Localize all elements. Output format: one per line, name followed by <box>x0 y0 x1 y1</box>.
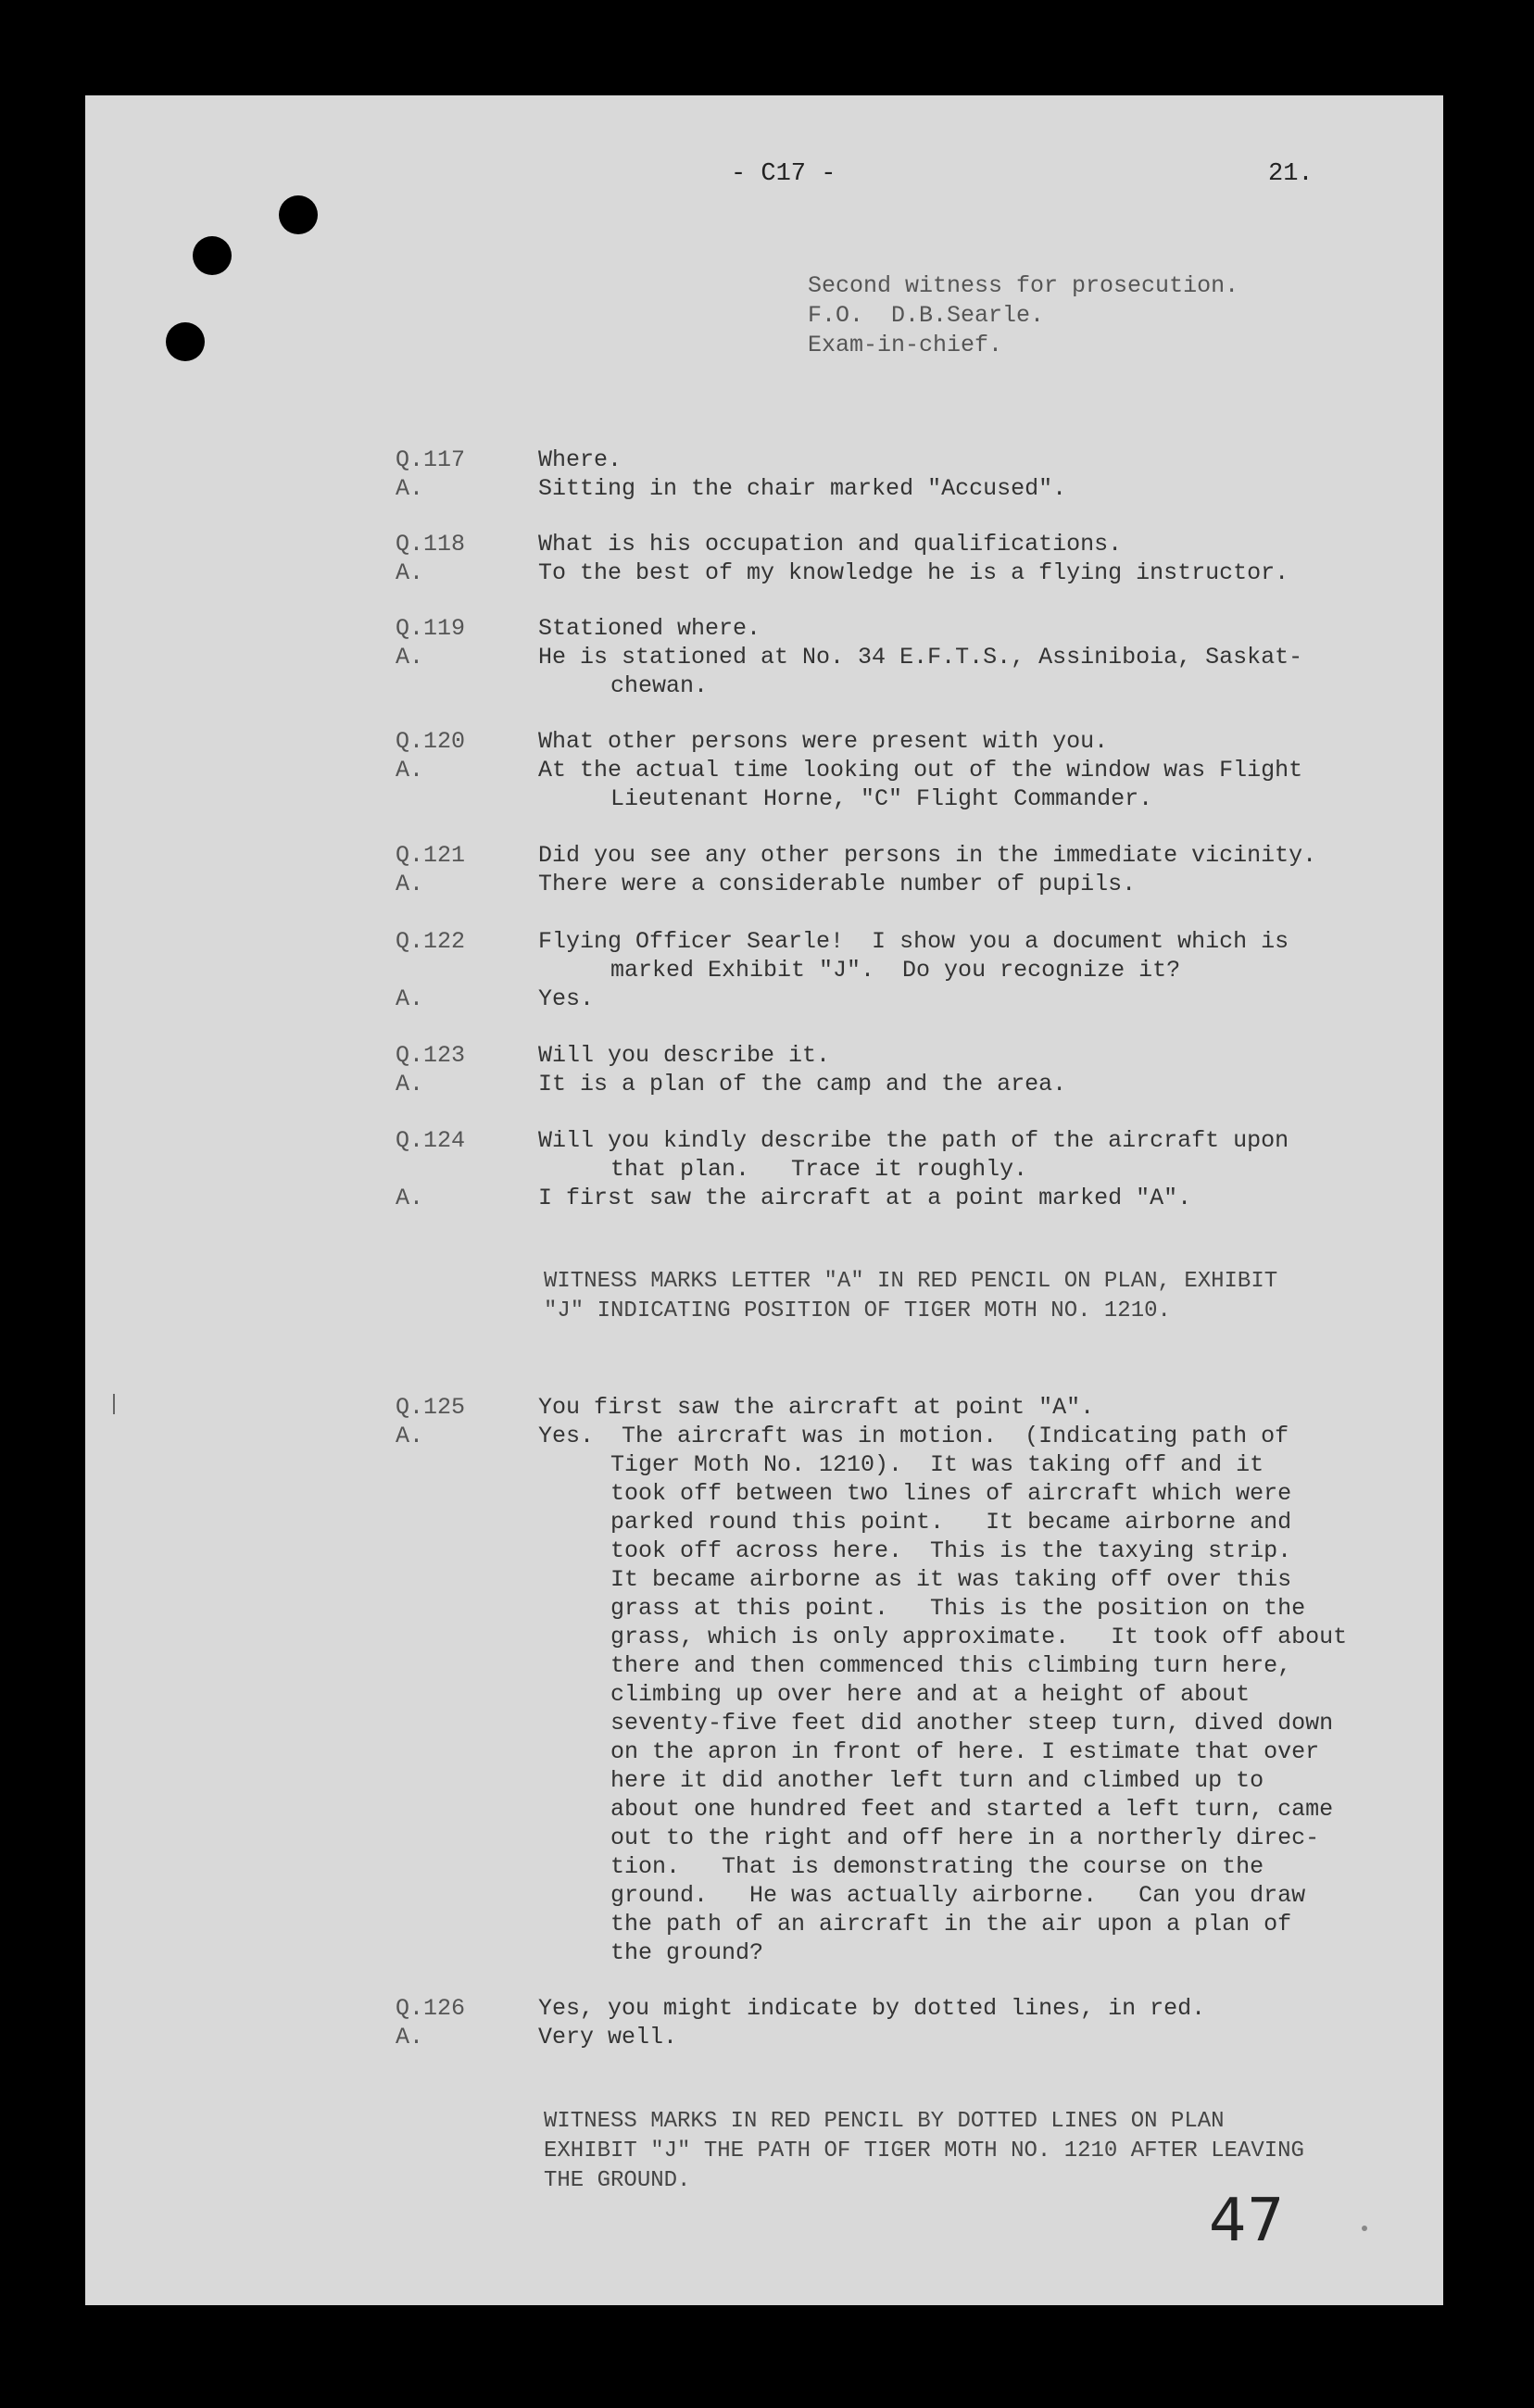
page-code: - C17 - <box>731 160 836 188</box>
qa-entry <box>396 727 1433 813</box>
answer-label: A. <box>396 757 424 784</box>
answer-text: tion. That is demonstrating the course on the <box>610 1853 1264 1880</box>
answer-text: Tiger Moth No. 1210). It was taking off and it <box>610 1451 1264 1478</box>
speck <box>1362 2226 1367 2231</box>
qa-entry <box>396 614 1433 700</box>
answer-label: A. <box>396 985 424 1012</box>
question-text: Stationed where. <box>538 615 761 642</box>
document-page <box>85 95 1443 2305</box>
question-number: Q.126 <box>396 1995 466 2022</box>
punch-hole-icon <box>166 322 205 361</box>
answer-text: took off between two lines of aircraft which were <box>610 1480 1292 1507</box>
answer-text: It is a plan of the camp and the area. <box>538 1071 1067 1097</box>
answer-label: A. <box>396 2024 424 2051</box>
answer-text: about one hundred feet and started a left turn, came <box>610 1796 1334 1823</box>
answer-text: parked round this point. It became airborne and <box>610 1509 1292 1536</box>
margin-mark <box>113 1394 115 1414</box>
answer-text: Yes. The aircraft was in motion. (Indicating path of <box>538 1423 1289 1449</box>
question-number: Q.124 <box>396 1127 466 1154</box>
note-line: THE GROUND. <box>544 2168 691 2193</box>
punch-hole-icon <box>279 195 318 234</box>
question-number: Q.123 <box>396 1042 466 1069</box>
answer-label: A. <box>396 871 424 897</box>
witness-line: Second witness for prosecution. <box>808 272 1239 299</box>
qa-entry <box>396 530 1433 587</box>
question-number: Q.122 <box>396 928 466 955</box>
answer-label: A. <box>396 1423 424 1449</box>
answer-label: A. <box>396 475 424 502</box>
handwritten-page-number: 47 <box>1209 2187 1285 2255</box>
question-number: Q.120 <box>396 728 466 755</box>
answer-label: A. <box>396 559 424 586</box>
answer-text: grass, which is only approximate. It took off about <box>610 1624 1348 1650</box>
note-line: WITNESS MARKS LETTER "A" IN RED PENCIL ON PLAN, EXHIBIT <box>544 1269 1278 1294</box>
question-text: Did you see any other persons in the immediate vicinity. <box>538 842 1317 869</box>
answer-text: took off across here. This is the taxying strip. <box>610 1537 1292 1564</box>
answer-text: Very well. <box>538 2024 678 2051</box>
question-text: that plan. Trace it roughly. <box>610 1156 1028 1183</box>
answer-text: there and then commenced this climbing turn here, <box>610 1652 1292 1679</box>
question-text: Where. <box>538 446 622 473</box>
qa-entry <box>396 445 1433 503</box>
qa-entry <box>396 1393 1433 1967</box>
qa-entry <box>396 1994 1433 2051</box>
note-line: WITNESS MARKS IN RED PENCIL BY DOTTED LINES ON PLAN <box>544 2109 1225 2134</box>
answer-label: A. <box>396 1071 424 1097</box>
answer-text: I first saw the aircraft at a point marked "A". <box>538 1185 1192 1211</box>
question-text: Yes, you might indicate by dotted lines, in red. <box>538 1995 1206 2022</box>
qa-entry <box>396 841 1433 898</box>
answer-text: Yes. <box>538 985 595 1012</box>
punch-hole-icon <box>193 236 232 275</box>
qa-entry <box>396 1126 1433 1212</box>
witness-marks-note <box>544 2107 1304 2196</box>
witness-line: F.O. D.B.Searle. <box>808 302 1045 329</box>
answer-text: ground. He was actually airborne. Can you draw <box>610 1882 1306 1909</box>
answer-text: He is stationed at No. 34 E.F.T.S., Assiniboia, Saskat- <box>538 644 1303 671</box>
answer-label: A. <box>396 1185 424 1211</box>
answer-text: the ground? <box>610 1939 764 1966</box>
answer-text: Sitting in the chair marked "Accused". <box>538 475 1067 502</box>
answer-text: climbing up over here and at a height of about <box>610 1681 1251 1708</box>
answer-text: Lieutenant Horne, "C" Flight Commander. <box>610 785 1153 812</box>
question-text: marked Exhibit "J". Do you recognize it? <box>610 957 1181 984</box>
witness-heading <box>808 271 1239 360</box>
question-number: Q.118 <box>396 531 466 558</box>
answer-label: A. <box>396 644 424 671</box>
answer-text: on the apron in front of here. I estimate that over <box>610 1738 1320 1765</box>
witness-marks-note <box>544 1267 1277 1326</box>
qa-entry <box>396 927 1433 1013</box>
answer-text: the path of an aircraft in the air upon a plan of <box>610 1911 1292 1938</box>
answer-text: here it did another left turn and climbed up to <box>610 1767 1264 1794</box>
question-number: Q.121 <box>396 842 466 869</box>
answer-text: seventy-five feet did another steep turn, dived down <box>610 1710 1334 1737</box>
question-text: You first saw the aircraft at point "A". <box>538 1394 1095 1421</box>
answer-text: It became airborne as it was taking off over this <box>610 1566 1292 1593</box>
question-text: What is his occupation and qualifications. <box>538 531 1123 558</box>
answer-text: To the best of my knowledge he is a flying instructor. <box>538 559 1289 586</box>
question-text: What other persons were present with you. <box>538 728 1109 755</box>
page-number: 21. <box>1268 160 1314 188</box>
question-number: Q.117 <box>396 446 466 473</box>
qa-entry <box>396 1041 1433 1098</box>
note-line: EXHIBIT "J" THE PATH OF TIGER MOTH NO. 1210 AFTER LEAVING <box>544 2138 1304 2163</box>
answer-text: There were a considerable number of pupils. <box>538 871 1137 897</box>
answer-text: chewan. <box>610 672 709 699</box>
question-number: Q.119 <box>396 615 466 642</box>
question-text: Flying Officer Searle! I show you a document which is <box>538 928 1289 955</box>
question-text: Will you describe it. <box>538 1042 831 1069</box>
answer-text: At the actual time looking out of the window was Flight <box>538 757 1303 784</box>
answer-text: grass at this point. This is the position on the <box>610 1595 1306 1622</box>
answer-text: out to the right and off here in a northerly direc- <box>610 1825 1320 1851</box>
witness-line: Exam-in-chief. <box>808 332 1003 358</box>
question-text: Will you kindly describe the path of the aircraft upon <box>538 1127 1289 1154</box>
note-line: "J" INDICATING POSITION OF TIGER MOTH NO. 1210. <box>544 1298 1171 1323</box>
question-number: Q.125 <box>396 1394 466 1421</box>
